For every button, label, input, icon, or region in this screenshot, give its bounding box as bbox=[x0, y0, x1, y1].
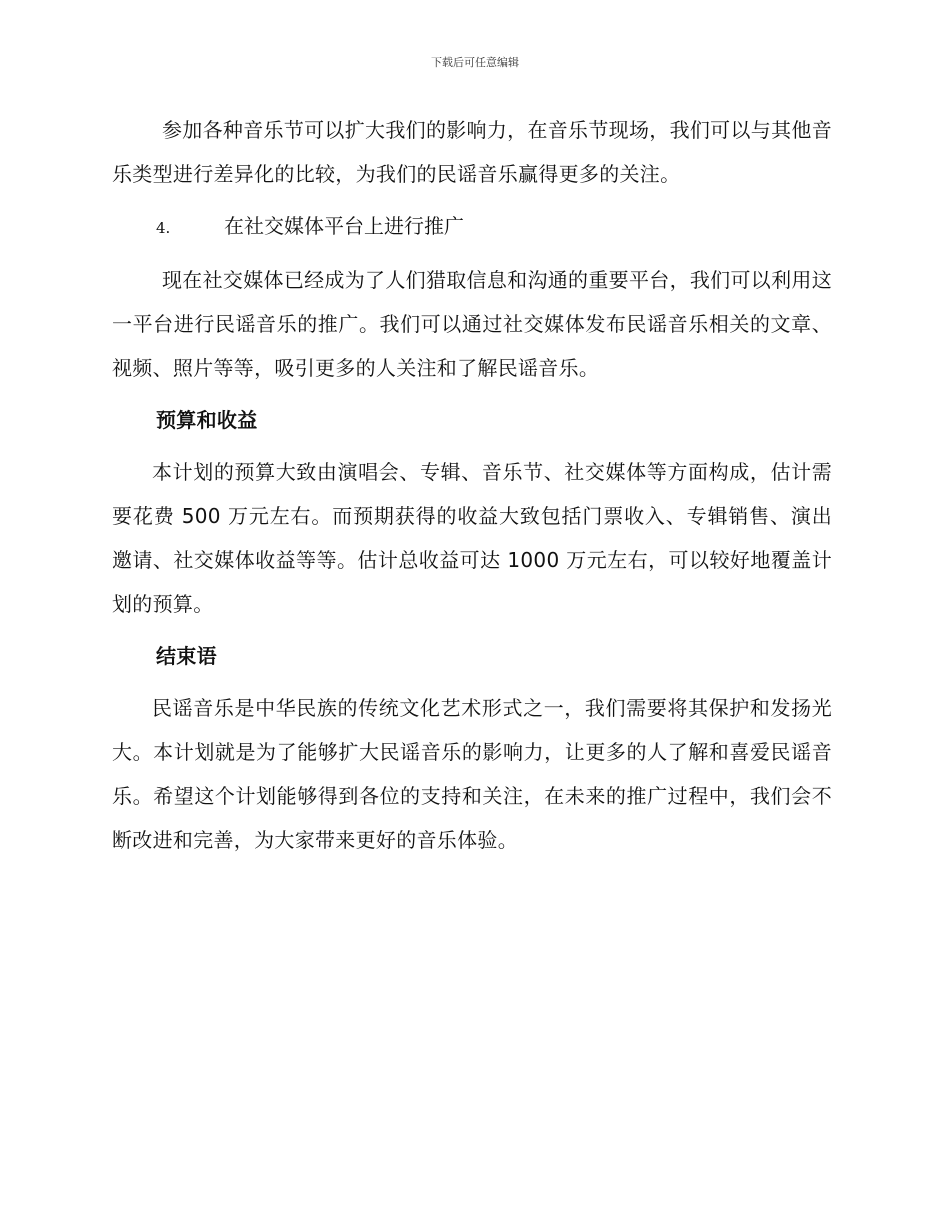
list-number: 4. bbox=[156, 219, 171, 237]
list-item-title: 在社交媒体平台上进行推广 bbox=[224, 214, 464, 238]
heading-budget: 预算和收益 bbox=[156, 408, 258, 432]
paragraph-social-media: 现在社交媒体已经成为了人们猎取信息和沟通的重要平台，我们可以利用这一平台进行民谣音乐的推广。我们可以通过社交媒体发布民谣音乐相关的文章、视频、照片等等，吸引更多的人关注和了解民谣音乐。 bbox=[112, 268, 832, 380]
page-header: 下载后可任意编辑 bbox=[431, 56, 519, 69]
paragraph-budget: 本计划的预算大致由演唱会、专辑、音乐节、社交媒体等方面构成，估计需要花费 500 万元左右。而预期获得的收益大致包括门票收入、专辑销售、演出邀请、社交媒体收益等等。估计总收益可达 1000 万元左右，可以较好地覆盖计划的预算。 bbox=[112, 460, 832, 616]
heading-conclusion: 结束语 bbox=[156, 644, 217, 668]
paragraph-conclusion: 民谣音乐是中华民族的传统文化艺术形式之一，我们需要将其保护和发扬光大。本计划就是为了能够扩大民谣音乐的影响力，让更多的人了解和喜爱民谣音乐。希望这个计划能够得到各位的支持和关注，在未来的推广过程中，我们会不断改进和完善，为大家带来更好的音乐体验。 bbox=[112, 696, 832, 852]
numbered-item-4 bbox=[112, 204, 832, 250]
document-body bbox=[112, 108, 832, 862]
paragraph-music-festival: 参加各种音乐节可以扩大我们的影响力，在音乐节现场，我们可以与其他音乐类型进行差异化的比较，为我们的民谣音乐赢得更多的关注。 bbox=[112, 118, 832, 186]
